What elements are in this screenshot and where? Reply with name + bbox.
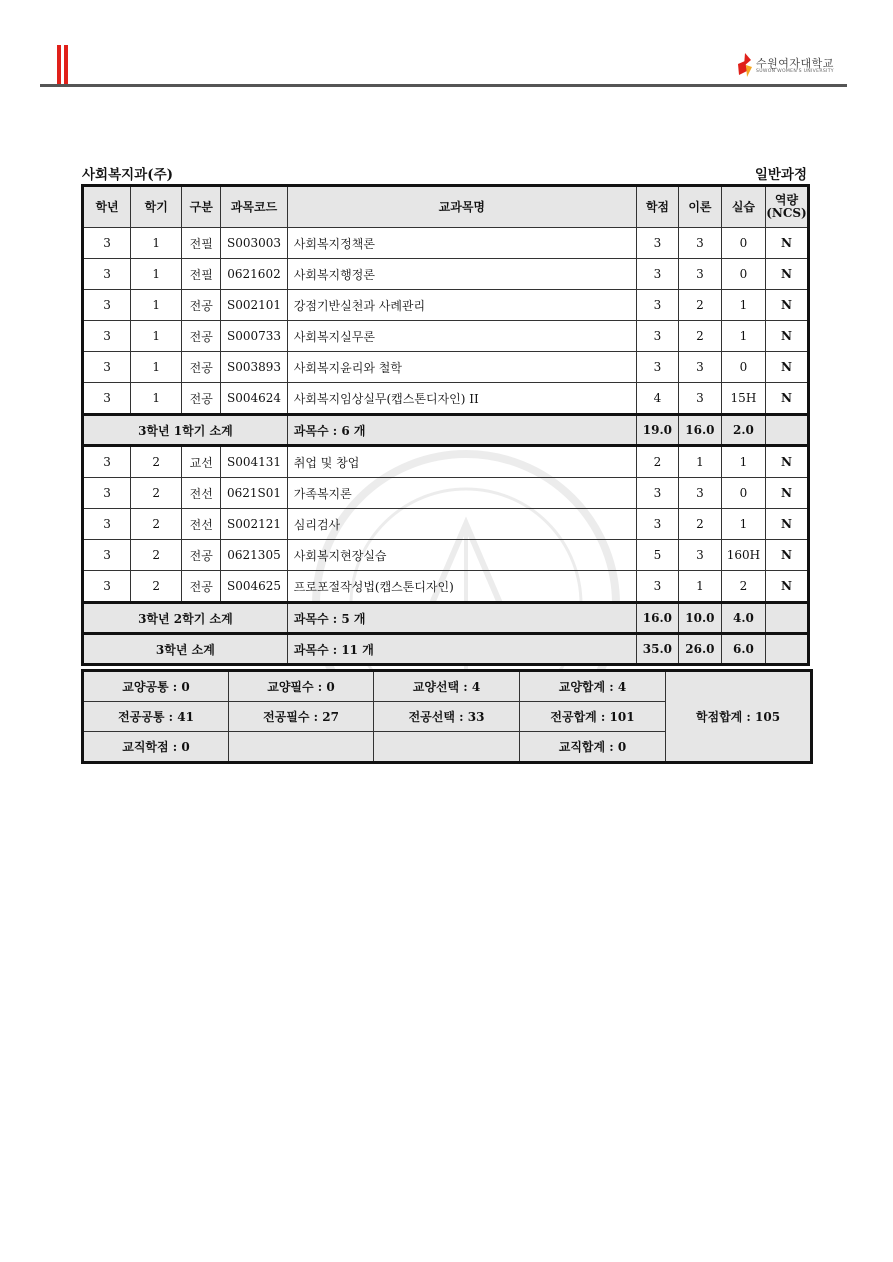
summary-empty-cell: [374, 732, 520, 763]
cell-credit: 3: [636, 321, 678, 352]
cell-practice: 1: [721, 290, 765, 321]
cell-year: 3: [83, 446, 131, 478]
cell-credit: 4: [636, 383, 678, 415]
table-row: [83, 290, 809, 321]
summary-major-elective: 전공선택 : 33: [374, 702, 520, 732]
cell-type: 전공: [182, 321, 221, 352]
cell-theory: 3: [678, 478, 721, 509]
header-red-bar-left: [57, 45, 61, 85]
cell-theory: 1: [678, 571, 721, 603]
cell-name: 강점기반실천과 사례관리: [287, 290, 636, 321]
cell-theory: 2: [678, 509, 721, 540]
subtotal-practice: 4.0: [721, 603, 765, 634]
cell-code: S004131: [221, 446, 288, 478]
cell-year: 3: [83, 571, 131, 603]
year-total-ncs-empty: [765, 634, 808, 665]
university-name-english: SUWON WOMEN'S UNIVERSITY: [756, 69, 834, 74]
cell-type: 전공: [182, 571, 221, 603]
year-total-credit: 35.0: [636, 634, 678, 665]
cell-practice: 160H: [721, 540, 765, 571]
university-name-korean: 수원여자대학교: [756, 57, 834, 70]
cell-theory: 3: [678, 540, 721, 571]
cell-type: 전공: [182, 290, 221, 321]
cell-credit: 5: [636, 540, 678, 571]
table-row: [83, 352, 809, 383]
col-theory: 이론: [678, 186, 721, 228]
cell-semester: 1: [131, 321, 182, 352]
cell-credit: 3: [636, 352, 678, 383]
summary-teaching-credit: 교직학점 : 0: [83, 732, 229, 763]
year-total-count: 과목수 : 11 개: [287, 634, 636, 665]
cell-type: 전선: [182, 509, 221, 540]
cell-credit: 3: [636, 571, 678, 603]
subtotal-count: 과목수 : 6 개: [287, 415, 636, 446]
cell-semester: 1: [131, 259, 182, 290]
cell-year: 3: [83, 228, 131, 259]
table-row: [83, 321, 809, 352]
cell-semester: 2: [131, 478, 182, 509]
col-name: 교과목명: [287, 186, 636, 228]
col-year: 학년: [83, 186, 131, 228]
cell-theory: 1: [678, 446, 721, 478]
year-total-row: [83, 634, 809, 665]
cell-practice: 1: [721, 509, 765, 540]
cell-name: 취업 및 창업: [287, 446, 636, 478]
cell-name: 사회복지현장실습: [287, 540, 636, 571]
cell-type: 전선: [182, 478, 221, 509]
cell-ncs: N: [765, 540, 808, 571]
cell-ncs: N: [765, 352, 808, 383]
cell-ncs: N: [765, 228, 808, 259]
table-row: [83, 571, 809, 603]
cell-semester: 1: [131, 383, 182, 415]
cell-practice: 0: [721, 259, 765, 290]
cell-ncs: N: [765, 446, 808, 478]
subtotal-label: 3학년 1학기 소계: [83, 415, 288, 446]
cell-credit: 2: [636, 446, 678, 478]
cell-theory: 2: [678, 290, 721, 321]
subtotal-label: 3학년 2학기 소계: [83, 603, 288, 634]
cell-code: S002101: [221, 290, 288, 321]
cell-semester: 2: [131, 509, 182, 540]
summary-teaching-total: 교직합계 : 0: [520, 732, 666, 763]
cell-credit: 3: [636, 290, 678, 321]
table-row: [83, 446, 809, 478]
cell-credit: 3: [636, 509, 678, 540]
cell-practice: 2: [721, 571, 765, 603]
table-row: [83, 540, 809, 571]
cell-year: 3: [83, 509, 131, 540]
cell-name: 사회복지윤리와 철학: [287, 352, 636, 383]
cell-practice: 1: [721, 321, 765, 352]
year-total-label: 3학년 소계: [83, 634, 288, 665]
table-row: [83, 259, 809, 290]
cell-semester: 2: [131, 571, 182, 603]
cell-ncs: N: [765, 383, 808, 415]
cell-code: S004624: [221, 383, 288, 415]
cell-year: 3: [83, 259, 131, 290]
cell-name: 사회복지임상실무(캡스톤디자인) II: [287, 383, 636, 415]
cell-semester: 1: [131, 228, 182, 259]
cell-type: 전공: [182, 540, 221, 571]
subtotal-row-semester1: [83, 415, 809, 446]
table-row: [83, 509, 809, 540]
cell-code: S000733: [221, 321, 288, 352]
summary-general-common: 교양공통 : 0: [83, 671, 229, 702]
subtotal-credit: 19.0: [636, 415, 678, 446]
cell-type: 전필: [182, 228, 221, 259]
cell-year: 3: [83, 352, 131, 383]
cell-semester: 2: [131, 540, 182, 571]
subtotal-practice: 2.0: [721, 415, 765, 446]
cell-name: 심리검사: [287, 509, 636, 540]
cell-semester: 1: [131, 290, 182, 321]
col-ncs-line2: (NCS): [766, 206, 807, 220]
cell-year: 3: [83, 383, 131, 415]
cell-code: S004625: [221, 571, 288, 603]
cell-code: 0621305: [221, 540, 288, 571]
cell-code: S003003: [221, 228, 288, 259]
cell-type: 전공: [182, 352, 221, 383]
cell-type: 전필: [182, 259, 221, 290]
cell-code: S003893: [221, 352, 288, 383]
cell-practice: 15H: [721, 383, 765, 415]
summary-general-total: 교양합계 : 4: [520, 671, 666, 702]
cell-semester: 1: [131, 352, 182, 383]
cell-year: 3: [83, 290, 131, 321]
department-title: 사회복지과(주): [82, 167, 174, 183]
col-ncs: [765, 186, 808, 228]
cell-theory: 3: [678, 383, 721, 415]
subtotal-ncs-empty: [765, 415, 808, 446]
summary-major-total: 전공합계 : 101: [520, 702, 666, 732]
cell-year: 3: [83, 540, 131, 571]
cell-theory: 3: [678, 259, 721, 290]
cell-practice: 0: [721, 478, 765, 509]
subtotal-theory: 10.0: [678, 603, 721, 634]
university-logo: [736, 52, 846, 80]
cell-theory: 3: [678, 228, 721, 259]
cell-name: 사회복지실무론: [287, 321, 636, 352]
col-ncs-line1: 역량: [774, 193, 799, 207]
cell-ncs: N: [765, 509, 808, 540]
cell-practice: 0: [721, 352, 765, 383]
cell-semester: 2: [131, 446, 182, 478]
summary-grand-total: 학점합계 : 105: [666, 671, 812, 763]
subtotal-credit: 16.0: [636, 603, 678, 634]
cell-code: S002121: [221, 509, 288, 540]
subtotal-theory: 16.0: [678, 415, 721, 446]
cell-code: 0621S01: [221, 478, 288, 509]
table-row: [83, 478, 809, 509]
cell-name: 사회복지행정론: [287, 259, 636, 290]
cell-credit: 3: [636, 228, 678, 259]
cell-type: 교선: [182, 446, 221, 478]
col-code: 과목코드: [221, 186, 288, 228]
table-header-row: [83, 186, 809, 228]
credit-summary-table: [81, 669, 813, 764]
summary-general-required: 교양필수 : 0: [229, 671, 374, 702]
cell-practice: 0: [721, 228, 765, 259]
cell-name: 가족복지론: [287, 478, 636, 509]
cell-code: 0621602: [221, 259, 288, 290]
cell-credit: 3: [636, 478, 678, 509]
cell-ncs: N: [765, 478, 808, 509]
summary-row-general: [83, 671, 812, 702]
col-practice: 실습: [721, 186, 765, 228]
year-total-practice: 6.0: [721, 634, 765, 665]
cell-theory: 3: [678, 352, 721, 383]
table-row: [83, 383, 809, 415]
cell-practice: 1: [721, 446, 765, 478]
col-semester: 학기: [131, 186, 182, 228]
program-title: 일반과정: [754, 167, 807, 183]
summary-major-required: 전공필수 : 27: [229, 702, 374, 732]
cell-ncs: N: [765, 571, 808, 603]
summary-general-elective: 교양선택 : 4: [374, 671, 520, 702]
header-rule: [40, 84, 847, 87]
summary-empty-cell: [229, 732, 374, 763]
subtotal-ncs-empty: [765, 603, 808, 634]
cell-name: 사회복지정책론: [287, 228, 636, 259]
cell-name: 프로포절작성법(캡스톤디자인): [287, 571, 636, 603]
col-credit: 학점: [636, 186, 678, 228]
cell-ncs: N: [765, 259, 808, 290]
cell-credit: 3: [636, 259, 678, 290]
summary-major-common: 전공공통 : 41: [83, 702, 229, 732]
cell-year: 3: [83, 321, 131, 352]
table-row: [83, 228, 809, 259]
header-red-bar-right: [64, 45, 68, 85]
cell-type: 전공: [182, 383, 221, 415]
logo-flame-icon: [736, 52, 754, 78]
col-type: 구분: [182, 186, 221, 228]
subtotal-count: 과목수 : 5 개: [287, 603, 636, 634]
curriculum-table: [81, 184, 810, 666]
cell-ncs: N: [765, 290, 808, 321]
cell-theory: 2: [678, 321, 721, 352]
cell-ncs: N: [765, 321, 808, 352]
cell-year: 3: [83, 478, 131, 509]
year-total-theory: 26.0: [678, 634, 721, 665]
subtotal-row-semester2: [83, 603, 809, 634]
